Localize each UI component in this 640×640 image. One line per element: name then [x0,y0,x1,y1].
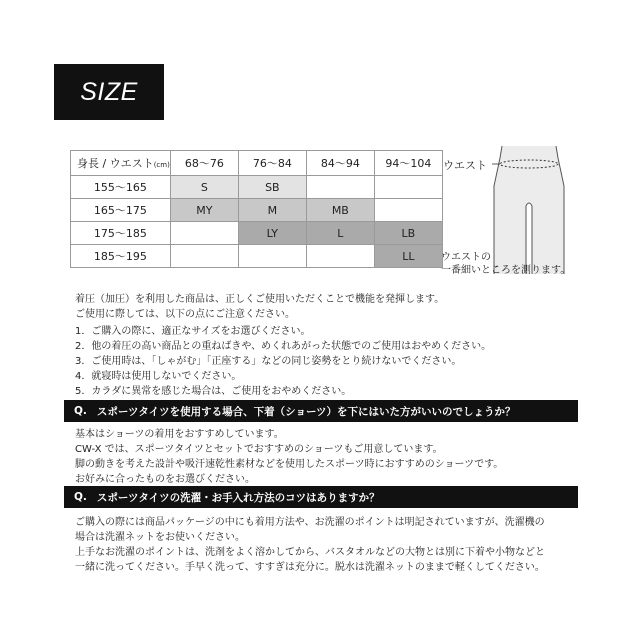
height-range: 165〜175 [71,199,171,222]
notice-item: 5．カラダに異常を感じた場合は、ご使用をおやめください。 [75,386,352,397]
size-cell: L [306,222,374,245]
size-cell: LY [238,222,306,245]
size-title: SIZE [80,77,138,106]
notice-item: 2．他の着圧の高い商品との重ねばきや、めくれあがった状態でのご使用はおやめください。 [75,341,492,352]
size-table [70,150,443,268]
height-range: 155〜165 [71,176,171,199]
size-cell: MB [306,199,374,222]
size-cell: M [238,199,306,222]
size-cell: LL [374,245,442,268]
size-cell: LB [374,222,442,245]
faq-answer-line: 基本はショーツの着用をおすすめしています。 [75,429,284,440]
height-range: 185〜195 [71,245,171,268]
faq-answer-line: 場合は洗濯ネットをお使いください。 [75,532,245,543]
size-table-row [71,199,443,222]
measure-note-line: ウエストの [441,252,491,263]
size-cell: SB [238,176,306,199]
size-table-row [71,245,443,268]
faq-answer-line: 脚の動きを考えた設計や吸汗速乾性素材などを使用したスポーツ時におすすめのショーツです。 [75,459,504,470]
waist-header: 68〜76 [170,151,238,176]
size-cell [374,176,442,199]
notice-item: 4．就寝時は使用しないでください。 [75,371,242,382]
size-table-header-row [71,151,443,176]
faq-answer-line: お好みに合ったものをお選びください。 [75,474,255,485]
size-cell [306,245,374,268]
faq-answer-line: CW-X では、スポーツタイツとセットでおすすめのショーツもご用意しています。 [75,444,443,455]
size-cell [170,245,238,268]
size-cell: S [170,176,238,199]
height-range: 175〜185 [71,222,171,245]
size-cell [238,245,306,268]
question-mark: Q. [74,491,87,503]
size-cell [306,176,374,199]
measure-note-line: 一番細いところを測ります。 [441,265,571,276]
size-table-row [71,222,443,245]
size-cell: MY [170,199,238,222]
waist-header: 76〜84 [238,151,306,176]
size-cell [170,222,238,245]
measure-note [441,251,570,277]
faq-question: スポーツタイツの洗濯・お手入れ方法のコツはありますか？ [96,491,380,504]
faq-question-bar [64,486,578,508]
corner-label: 身長 / ウエスト [77,157,154,170]
faq-answer-line: 上手なお洗濯のポイントは、洗剤をよく溶かしてから、バスタオルなどの大物とは別に下着や小物などと [75,547,545,558]
corner-unit: (cm) [153,161,170,169]
notice-intro: 着圧（加圧）を利用した商品は、正しくご使用いただくことで機能を発揮します。 [75,294,445,305]
size-banner [54,64,164,120]
waist-header: 94〜104 [374,151,442,176]
waist-header: 84〜94 [306,151,374,176]
faq-answer-line: ご購入の際には商品パッケージの中にも着用方法や、お洗濯のポイントは明記されていますが、洗濯機の [75,517,545,528]
faq-question: スポーツタイツを使用する場合、下着（ショーツ）を下にはいた方がいいのでしょうか？ [96,405,516,418]
notice-item: 3．ご使用時は、「しゃがむ」「正座する」などの同じ姿勢をとり続けないでください。 [75,356,462,367]
size-cell [374,199,442,222]
notice-intro: ご使用に際しては、以下の点にご注意ください。 [75,309,295,320]
size-table-row [71,176,443,199]
question-mark: Q. [74,405,87,417]
waist-label: ウエスト [443,159,487,172]
faq-answer-line: 一緒に洗ってください。手早く洗って、すすぎは充分に。脱水は洗濯ネットのままで軽くしてください。 [75,562,545,573]
size-table-corner [71,151,171,176]
faq-question-bar [64,400,578,422]
notice-item: 1．ご購入の際に、適正なサイズをお選びください。 [75,326,311,337]
